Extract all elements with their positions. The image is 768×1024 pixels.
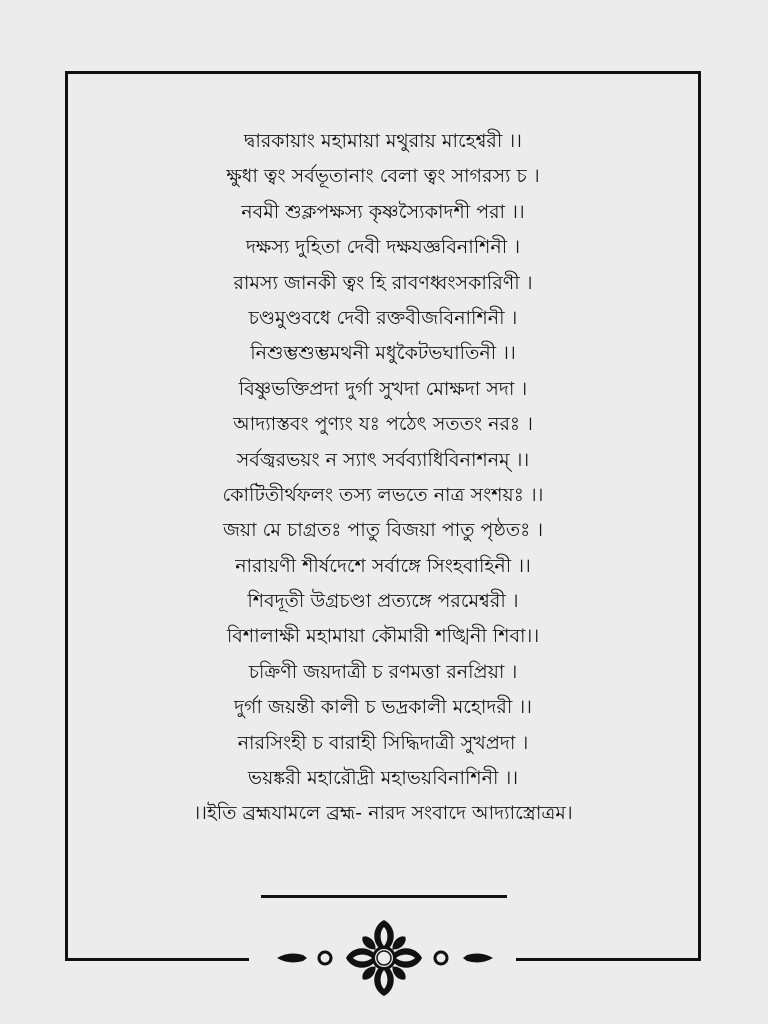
verse-line: জয়া মে চাগ্রতঃ পাতু বিজয়া পাতু পৃষ্ঠতঃ ।	[222, 519, 544, 542]
verse-line: চণ্ডমুণ্ডবধে দেবী রক্তবীজবিনাশিনী ।	[248, 306, 518, 329]
verse-line: ভয়ঙ্করী মহারৌদ্রী মহাভয়বিনাশিনী ।।	[247, 767, 519, 790]
verse-line: সর্বজ্বরভয়ং ন স্যাৎ সর্বব্যাধিবিনাশনম্ ।।	[236, 448, 530, 471]
verse-line: দক্ষস্য দুহিতা দেবী দক্ষযজ্ঞবিনাশিনী ।	[245, 236, 521, 259]
verse-line: শিবদূতী উগ্রচণ্ডা প্রত্যঙ্গে পরমেশ্বরী ।	[247, 590, 519, 613]
verse-line: নারসিংহী চ বারাহী সিদ্ধিদাত্রী সুখপ্রদা ।	[237, 731, 529, 754]
frame-bottom-left-border	[65, 958, 249, 961]
separator-line	[261, 895, 507, 898]
frame-right-border	[698, 71, 701, 961]
verse-line: নারায়ণী শীর্ষদেশে সর্বাঙ্গে সিংহবাহিনী ।।	[235, 554, 531, 577]
verse-line: কোটিতীর্থফলং তস্য লভতে নাত্র সংশয়ঃ ।।	[222, 483, 544, 506]
verse-line: নবমী শুক্লপক্ষস্য কৃষ্ণস্যৈকাদশী পরা ।।	[241, 200, 525, 223]
colophon-line: ।।ইতি ব্রহ্মযামলে ব্রহ্ম- নারদ সংবাদে আদ্যাস্ত্রোত্রম।	[193, 802, 573, 825]
verse-line: ক্ষুধা ত্বং সর্বভূতানাং বেলা ত্বং সাগরস্য চ ।	[226, 165, 540, 188]
verse-line: আদ্যাস্তবং পুণ্যং যঃ পঠেৎ সততং নরঃ ।	[233, 413, 533, 436]
frame-bottom-right-border	[516, 958, 701, 961]
verse-line: বিষ্ণুভক্তিপ্রদা দুর্গা সুখদা মোক্ষদা সদা ।	[238, 377, 528, 400]
verse-line: দ্বারকায়াং মহামায়া মথুরায় মাহেশ্বরী ।।	[244, 130, 522, 152]
verse-line: চক্রিণী জয়দাত্রী চ রণমত্তা রনপ্রিয়া ।	[248, 660, 518, 683]
verse-line: বিশালাক্ষী মহামায়া কৌমারী শঙ্খিনী শিবা।।	[226, 625, 540, 648]
hymn-verses	[68, 124, 698, 832]
verse-line: দুর্গা জয়ন্তী কালী চ ভদ্রকালী মহোদরী ।।	[234, 696, 532, 719]
verse-line: নিশুম্ভশুম্ভমথনী মধুকৈটভঘাতিনী ।।	[250, 342, 516, 365]
frame-top-border	[65, 71, 701, 74]
floral-ornament-icon	[275, 918, 495, 998]
verse-line: রামস্য জানকী ত্বং হি রাবণধ্বংসকারিণী ।	[233, 271, 533, 294]
